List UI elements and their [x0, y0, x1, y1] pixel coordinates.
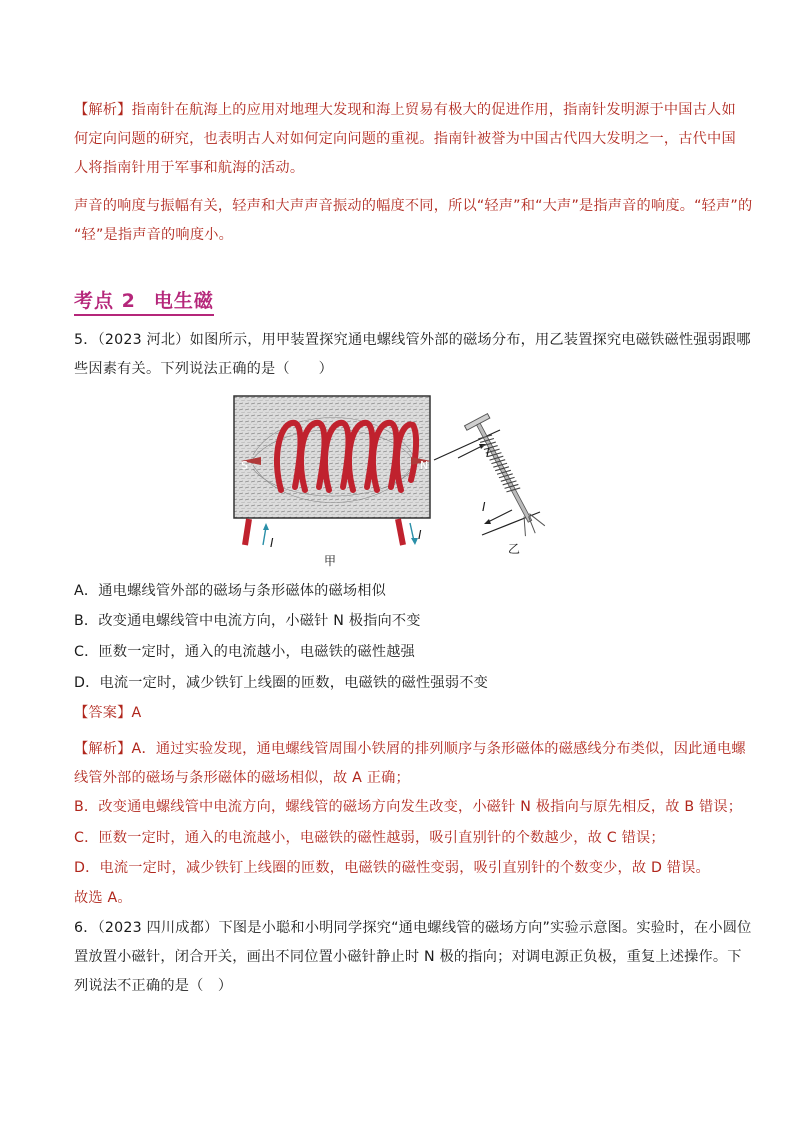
q6-stem-line-1: 6．（2023 四川成都）下图是小聪和小明同学探究“通电螺线管的磁场方向”实验示意图。实验时，在小圆位: [74, 920, 752, 936]
q5-option-b: B．改变通电螺线管中电流方向，小磁针 N 极指向不变: [74, 613, 421, 629]
pole-s-label: S: [241, 459, 248, 472]
coil-windings: [277, 423, 416, 490]
lead-left: [245, 519, 249, 545]
figure-solenoid: [233, 395, 437, 549]
q5-explanation-5: D．电流一定时，减少铁钉上线圈的匝数，电磁铁的磁性变弱，吸引直别针的个数变少，故 D 错误。: [74, 860, 710, 876]
prev-analysis-line-1: 【解析】指南针在航海上的应用对地理大发现和海上贸易有极大的促进作用，指南针发明源于中国古人如: [74, 102, 736, 118]
q5-stem-line-1: 5．（2023 河北）如图所示，用甲装置探究通电螺线管外部的磁场分布，用乙装置探究电磁铁磁性强弱跟哪: [74, 332, 751, 348]
figure-a-label: 甲: [324, 554, 337, 568]
current-label-top: I: [486, 446, 490, 460]
figure-b-label: 乙: [508, 542, 521, 556]
section-heading: [74, 289, 214, 316]
prev-analysis-line-5: “轻”是指声音的响度小。: [74, 227, 233, 243]
lead-right: [398, 519, 403, 545]
nail-head: [465, 414, 490, 431]
prev-analysis-line-4: 声音的响度与振幅有关，轻声和大声声音振动的幅度不同，所以“轻声”和“大声”是指声音的响度。“轻声”的: [74, 198, 753, 214]
pole-n-label: N: [420, 459, 429, 472]
q5-explanation-3: B．改变通电螺线管中电流方向，螺线管的磁场方向发生改变，小磁针 N 极指向与原先相反，故 B 错误；: [74, 799, 743, 815]
prev-analysis-line-3: 人将指南针用于军事和航海的活动。: [74, 160, 305, 176]
q5-answer: 【答案】A: [74, 705, 142, 721]
q5-option-c: C．匝数一定时，通入的电流越小，电磁铁的磁性越强: [74, 644, 416, 660]
current-arrow-bottom: [484, 519, 491, 524]
q5-conclusion: 故选 A。: [74, 890, 132, 906]
section-label: 考点 2: [74, 290, 136, 312]
q5-stem-line-2: 些因素有关。下列说法正确的是（ ）: [74, 361, 333, 377]
q5-option-a: A．通电螺线管外部的磁场与条形磁体的磁场相似: [74, 583, 387, 599]
q5-option-d: D．电流一定时，减少铁钉上线圈的匝数，电磁铁的磁性强弱不变: [74, 675, 488, 691]
figure-electromagnet: [430, 400, 580, 550]
current-label-bottom: I: [482, 500, 486, 514]
section-title: 电生磁: [153, 290, 214, 312]
pins: [517, 510, 546, 538]
q5-explanation-1: 【解析】A．通过实验发现，通电螺线管周围小铁屑的排列顺序与条形磁体的磁感线分布类似，因此通电螺: [74, 741, 746, 757]
q6-stem-line-2: 置放置小磁针，闭合开关，画出不同位置小磁针静止时 N 极的指向；对调电源正负极，重复上述操作。下: [74, 949, 742, 965]
q5-explanation-2: 线管外部的磁场与条形磁体的磁场相似，故 A 正确；: [74, 770, 410, 786]
current-label-right: I: [418, 528, 422, 542]
q5-explanation-4: C．匝数一定时，通入的电流越小，电磁铁的磁性越弱，吸引直别针的个数越少，故 C 错误；: [74, 830, 665, 846]
prev-analysis-line-2: 何定向问题的研究，也表明古人对如何定向问题的重视。指南针被誉为中国古代四大发明之一，古代中国: [74, 131, 736, 147]
filings-board: [234, 396, 430, 518]
current-label-left: I: [270, 536, 274, 550]
q6-stem-line-3: 列说法不正确的是（ ）: [74, 978, 233, 994]
